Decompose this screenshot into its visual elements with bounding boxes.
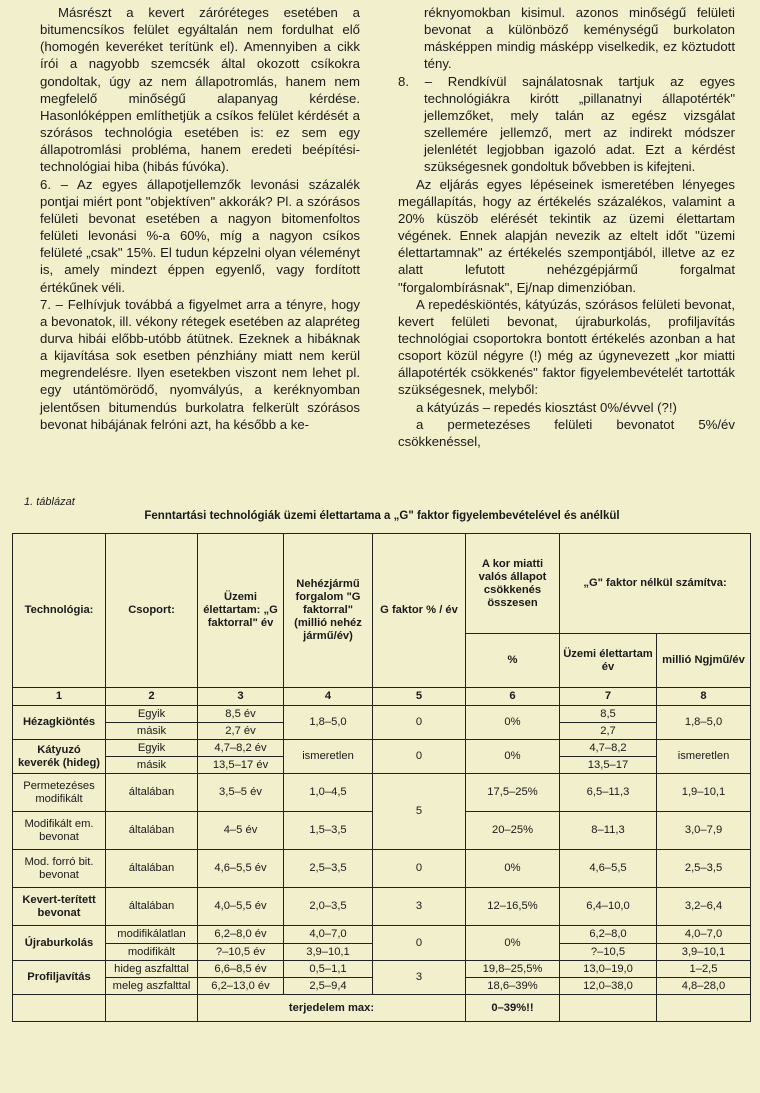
header-million-ngjmu: millió Ngjmű/év xyxy=(657,634,751,688)
table-cell: 3,2–6,4 xyxy=(657,888,751,926)
table-cell: 4,6–5,5 xyxy=(560,850,657,888)
left-text-column xyxy=(40,4,360,433)
list-item-7 xyxy=(14,296,360,433)
table-cell: modifikált xyxy=(106,944,198,961)
row-technology: Újraburkolás xyxy=(13,926,106,961)
table-cell: 6,6–8,5 év xyxy=(198,961,284,978)
table-cell: 12,0–38,0 xyxy=(560,978,657,995)
paragraph: réknyomokban kisimul. azonos minőségű felületi bevonat a különböző keménységű burkolaton másképpen mindig másképp viselkedik, ez köztudott tény. xyxy=(424,5,735,72)
table-cell: 20–25% xyxy=(466,812,560,850)
table-cell: 0% xyxy=(466,740,560,774)
table-cell: 1–2,5 xyxy=(657,961,751,978)
table-cell: 8–11,3 xyxy=(560,812,657,850)
table-cell: 0 xyxy=(373,706,466,740)
table-cell: 4,0–7,0 xyxy=(657,926,751,944)
table-cell: 4,0–5,5 év xyxy=(198,888,284,926)
table-cell: 8,5 xyxy=(560,706,657,723)
total-label: terjedelem max: xyxy=(198,995,466,1022)
paragraph: a permetezéses felületi bevonatot 5%/év csökkenéssel, xyxy=(398,416,735,449)
table-cell: 0% xyxy=(466,926,560,961)
row-technology: Modifikált em. bevonat xyxy=(13,812,106,850)
table-cell: 4,7–8,2 év xyxy=(198,740,284,757)
table-cell: modifikálatlan xyxy=(106,926,198,944)
header-g-factor: G faktor % / év xyxy=(373,534,466,688)
table-cell: 13,5–17 év xyxy=(198,757,284,774)
header-traffic-g: Nehézjármű forgalom "G faktorral" (millió nehéz jármű/év) xyxy=(284,534,373,688)
list-item-8 xyxy=(398,73,735,176)
table-cell: általában xyxy=(106,888,198,926)
paragraph: a kátyúzás – repedés kiosztást 0%/évvel (?!) xyxy=(416,399,677,415)
table-cell: 1,0–4,5 xyxy=(284,774,373,812)
table-cell: ?–10,5 év xyxy=(198,944,284,961)
item-number: 7. – xyxy=(40,296,64,312)
row-technology: Mod. forró bit. bevonat xyxy=(13,850,106,888)
item-number: 6. – xyxy=(40,176,69,192)
paragraph: A repedéskiöntés, kátyúzás, szórásos felületi bevonat, kevert felületi bevonat, újraburkolás, profiljavítás technológiai csoportokra bontott értékelés azonban a hat csoport közül négyre (!) még az úgynevezett „kor miatti állapotérték csökkenés" faktor figyelembevételét tartották szükségesnek, melyből: xyxy=(398,296,735,398)
item-text: Felhívjuk továbbá a figyelmet arra a tényre, hogy a bevonatok, ill. vékony rétegek esetében az alapréteg durva hibái előbb-utóbb átütnek. Ezeknek a hibáknak a kijavítása sok esetben pénzhiány miatt nem kerül megrendelésre. Ilyen esetekben viszont nem lehet pl. egy utántömörödő, nyomvályús, a keréknyomban jelentősen bitumendús burkolatra felkerült szórásos bevonat hibájának felróni azt, ha később a ke- xyxy=(40,296,360,432)
row-technology: Profiljavítás xyxy=(13,961,106,995)
table-cell: 3,0–7,9 xyxy=(657,812,751,850)
column-number: 7 xyxy=(560,688,657,706)
table-cell: 6,2–13,0 év xyxy=(198,978,284,995)
table-cell: 2,0–3,5 xyxy=(284,888,373,926)
table-cell: általában xyxy=(106,812,198,850)
column-number: 5 xyxy=(373,688,466,706)
table-cell: 1,8–5,0 xyxy=(284,706,373,740)
row-technology: Kátyuzó keverék (hideg) xyxy=(13,740,106,774)
table-cell: 1,8–5,0 xyxy=(657,706,751,740)
table-cell: 0 xyxy=(373,926,466,961)
table-cell: 2,5–3,5 xyxy=(284,850,373,888)
right-text-column xyxy=(398,4,735,450)
header-technology: Technológia: xyxy=(13,534,106,688)
table-cell xyxy=(106,995,198,1022)
table-cell: 6,2–8,0 év xyxy=(198,926,284,944)
header-without-g: „G" faktor nélkül számítva: xyxy=(560,534,751,634)
header-lifetime-g: Üzemi élettartam: „G faktorral" év xyxy=(198,534,284,688)
table-cell: ?–10,5 xyxy=(560,944,657,961)
table-cell: 3,5–5 év xyxy=(198,774,284,812)
table-cell: Egyik xyxy=(106,706,198,723)
table-cell: 0% xyxy=(466,706,560,740)
table-cell: másik xyxy=(106,723,198,740)
column-number: 4 xyxy=(284,688,373,706)
table-cell: ismeretlen xyxy=(284,740,373,774)
table-cell: 2,7 xyxy=(560,723,657,740)
table-cell: általában xyxy=(106,850,198,888)
item-text: Rendkívül sajnálatosnak tartjuk az egyes technológiákra kirótt „pillanatnyi állapotérték" jellemzőket, mely talán az egész vizsgálat szellemére jellemző, mert az indirekt módszer jelenlétét legjobban igazoló adat. Ezt a kérdést szükségesnek gondoltuk bővebben is kifejteni. xyxy=(424,73,735,175)
table-cell: 3 xyxy=(373,888,466,926)
table-cell: 4,0–7,0 xyxy=(284,926,373,944)
list-item-6 xyxy=(14,176,360,296)
table-cell: 17,5–25% xyxy=(466,774,560,812)
table-cell: általában xyxy=(106,774,198,812)
column-number: 6 xyxy=(466,688,560,706)
table-cell: 6,2–8,0 xyxy=(560,926,657,944)
header-age-decline: A kor miatti valós állapot csökkenés összesen xyxy=(466,534,560,634)
table-cell: 0,5–1,1 xyxy=(284,961,373,978)
table-cell: 6,4–10,0 xyxy=(560,888,657,926)
lifetime-table xyxy=(12,533,751,1022)
column-number: 1 xyxy=(13,688,106,706)
row-technology: Permetezéses modifikált xyxy=(13,774,106,812)
table-cell: 3,9–10,1 xyxy=(657,944,751,961)
table-cell: 2,5–3,5 xyxy=(657,850,751,888)
table-cell: 0 xyxy=(373,850,466,888)
item-number: 8. – xyxy=(398,73,433,89)
table-cell: 3 xyxy=(373,961,466,995)
paragraph: Másrészt a kevert záróréteges esetében a bitumencsíkos felület egyáltalán nem fordulhat elő (homogén keveréket terítünk el). Amennyiben a cikk írói a nagyobb szemcsék által okozott csíkokra gondoltak, úgy az nem állapotromlás, hanem nem megfelelő minőségű alapanyag kérdése. Hasonlóképpen említhetjük a csíkos felület kérdését a szórásos technológia esetében is: ez sem egy állapotromlási probléma, hanem eredeti beépítési-technológiai hiba (hibás fúvóka). xyxy=(40,5,360,175)
table-cell: 4,7–8,2 xyxy=(560,740,657,757)
table-cell xyxy=(560,995,657,1022)
table-cell: 18,6–39% xyxy=(466,978,560,995)
table-caption: 1. táblázat xyxy=(24,496,75,508)
table-cell xyxy=(13,995,106,1022)
table-cell: 0% xyxy=(466,850,560,888)
table-cell: 3,9–10,1 xyxy=(284,944,373,961)
header-group: Csoport: xyxy=(106,534,198,688)
column-number: 8 xyxy=(657,688,751,706)
item-text: Az egyes állapotjellemzők levonási százalék pontjai miért pont "objektíven" akkorák? Pl. a szórásos felületi bevonat esetében a nagyon bitomenfoltos felületi levonási %-a 60%, míg a nagyon csíkos felületé „csak" 15%. El tudun képzelni olyan véleményt is, amely mindezt éppen egyenlő, vagy fordított értékűnek véli. xyxy=(40,176,360,295)
table-cell: 5 xyxy=(373,774,466,850)
table-cell: 13,5–17 xyxy=(560,757,657,774)
table-cell: 8,5 év xyxy=(198,706,284,723)
table-cell: 1,5–3,5 xyxy=(284,812,373,850)
table-cell: 19,8–25,5% xyxy=(466,961,560,978)
paragraph: Az eljárás egyes lépéseinek ismeretében lényeges megállapítás, hogy az értékelés százalékos, valamint a 20% küszöb elérését tekintik az üzemi élettartam végének. Ennek alapján nevezik az eltelt időt "üzemi élettartamnak" az értékelés szempontjából, illetve az ez alatt lefutott nehézgépjármű forgalmat "forgalombírásnak", Ej/nap dimenzióban. xyxy=(398,176,735,295)
table-cell: 1,9–10,1 xyxy=(657,774,751,812)
table-cell: 2,5–9,4 xyxy=(284,978,373,995)
row-technology: Hézagkiöntés xyxy=(13,706,106,740)
table-cell: 4–5 év xyxy=(198,812,284,850)
table-cell: Egyik xyxy=(106,740,198,757)
table-cell xyxy=(657,995,751,1022)
table-cell: 13,0–19,0 xyxy=(560,961,657,978)
table-cell: 6,5–11,3 xyxy=(560,774,657,812)
total-value: 0–39%!! xyxy=(466,995,560,1022)
table-cell: meleg aszfalttal xyxy=(106,978,198,995)
header-lifetime-year: Üzemi élettartam év xyxy=(560,634,657,688)
table-cell: ismeretlen xyxy=(657,740,751,774)
table-cell: 4,6–5,5 év xyxy=(198,850,284,888)
table-cell: 0 xyxy=(373,740,466,774)
column-number: 3 xyxy=(198,688,284,706)
table-cell: 2,7 év xyxy=(198,723,284,740)
table-cell: hideg aszfalttal xyxy=(106,961,198,978)
table-cell: 4,8–28,0 xyxy=(657,978,751,995)
header-percent: % xyxy=(466,634,560,688)
table-cell: másik xyxy=(106,757,198,774)
row-technology: Kevert-terített bevonat xyxy=(13,888,106,926)
column-number: 2 xyxy=(106,688,198,706)
table-title: Fenntartási technológiák üzemi élettartama a „G" faktor figyelembevételével és anélkül xyxy=(144,510,620,522)
table-cell: 12–16,5% xyxy=(466,888,560,926)
